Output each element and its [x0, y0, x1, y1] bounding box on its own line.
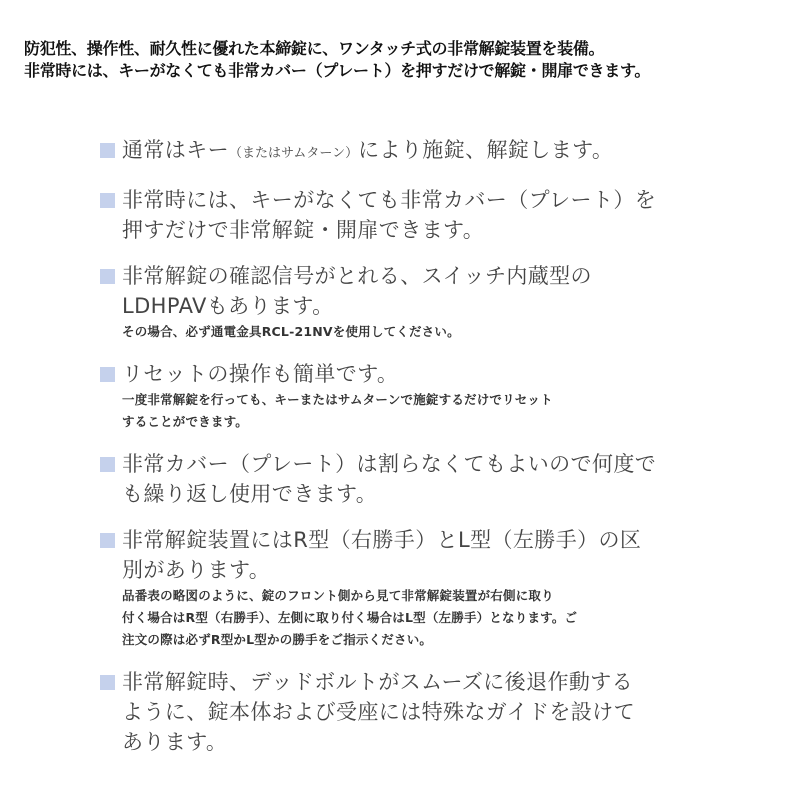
square-bullet-icon	[100, 675, 115, 690]
feature-title-line-1: 非常時には、キーがなくても非常カバー（プレート）を	[122, 188, 657, 212]
feature-note-line-2: 付く場合はR型（右勝手）、左側に取り付く場合はL型（左勝手）となります。ご	[122, 610, 578, 625]
header-line-2: 非常時には、キーがなくても非常カバー（プレート）を押すだけで解錠・開扉できます。	[24, 61, 651, 80]
feature-title-line-1: 非常解錠装置にはR型（右勝手）とL型（左勝手）の区	[122, 528, 642, 552]
feature-list	[100, 135, 720, 773]
header-line-1: 防犯性、操作性、耐久性に優れた本締錠に、ワンタッチ式の非常解錠装置を装備。	[24, 39, 605, 58]
square-bullet-icon	[100, 143, 115, 158]
square-bullet-icon	[100, 367, 115, 382]
feature-title-line-1: 非常カバー（プレート）は割らなくてもよいので何度で	[122, 452, 657, 476]
feature-title-line-2: ように、錠本体および受座には特殊なガイドを設けて	[122, 700, 635, 724]
square-bullet-icon	[100, 269, 115, 284]
square-bullet-icon	[100, 193, 115, 208]
feature-item	[100, 185, 720, 245]
feature-title-line-2: 別があります。	[122, 558, 271, 582]
feature-item	[100, 261, 720, 343]
feature-title-line-1: 非常解錠の確認信号がとれる、スイッチ内蔵型の	[122, 264, 592, 288]
square-bullet-icon	[100, 533, 115, 548]
feature-note-line-1: 一度非常解錠を行っても、キーまたはサムターンで施錠するだけでリセット	[122, 392, 553, 407]
feature-title-line-3: あります。	[122, 730, 228, 754]
feature-note-line-3: 注文の際は必ずR型かL型かの勝手をご指示ください。	[122, 632, 433, 647]
feature-title-line-1: リセットの操作も簡単です。	[122, 362, 399, 386]
feature-title-line-1: 非常解錠時、デッドボルトがスムーズに後退作動する	[122, 670, 634, 694]
feature-note-line-2: することができます。	[122, 414, 249, 429]
feature-note-line-1: 品番表の略図のように、錠のフロント側から見て非常解錠装置が右側に取り	[122, 588, 554, 603]
feature-item	[100, 667, 720, 757]
feature-title-line-2: 押すだけで非常解錠・開扉できます。	[122, 218, 485, 242]
feature-title-line-2: も繰り返し使用できます。	[122, 482, 378, 506]
feature-item	[100, 135, 720, 169]
feature-title: 通常はキー（またはサムターン）により施錠、解錠します。	[122, 138, 614, 162]
feature-note-line-1: その場合、必ず通電金具RCL-21NVを使用してください。	[122, 324, 460, 339]
feature-title-line-2: LDHPAVもあります。	[122, 294, 334, 318]
square-bullet-icon	[100, 457, 115, 472]
header	[24, 38, 784, 82]
feature-item	[100, 449, 720, 509]
feature-item	[100, 525, 720, 651]
feature-item	[100, 359, 720, 433]
